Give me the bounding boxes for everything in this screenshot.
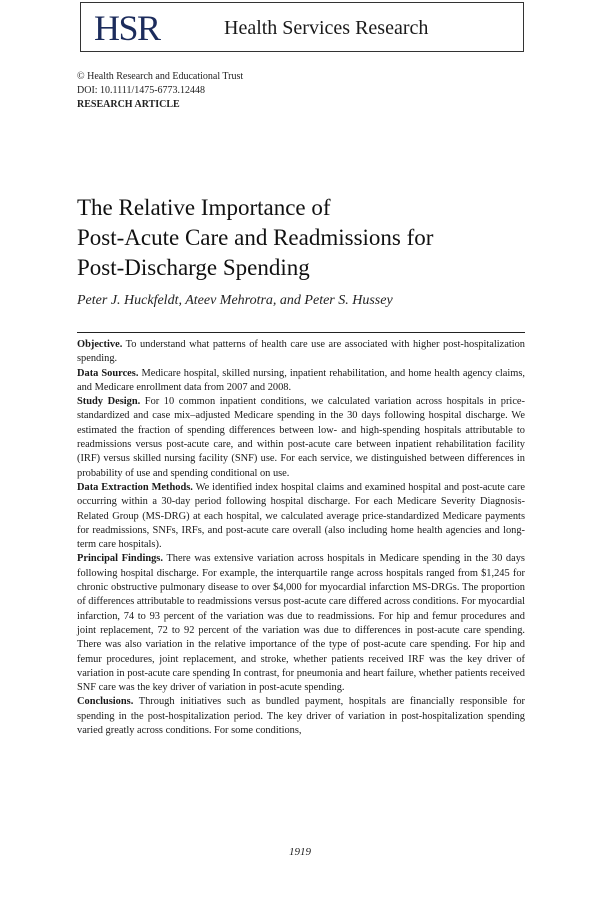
journal-logo: HSR (94, 8, 160, 48)
section-heading: Principal Findings. (77, 553, 163, 565)
abstract-section-study-design (77, 395, 525, 481)
abstract-divider (77, 332, 525, 333)
section-heading: Objective. (77, 339, 123, 350)
journal-header (80, 2, 524, 52)
journal-name: Health Services Research (224, 17, 429, 39)
article-title (77, 193, 547, 283)
section-text: There was extensive variation across hospitals in Medicare spending in the 30 days following hospital discharge. For example, the interquartile range across hospitals ranged from $1,245 for chronic obstructive pulmonary disease to over $4,000 for myocardial infarction MS-DRGs. The proportion of differences attributable to readmissions versus post-acute care differed across conditions. For myocardial infarction, 74 to 93 percent of the variation was due to readmissions. For hip and femur procedures and joint replacement, 72 to 92 percent of the variation was due to differences in post-acute care spending. There was also variation in the relative importance of the type of post-acute care spending. For hip and femur procedures, joint replacement, and stroke, whether patients received IRF was the key driver of variation in post-acute care spending In contrast, for pneumonia and heart failure, whether patients received SNF care was the key driver of variation in post-acute spending. (77, 553, 525, 694)
abstract-section-principal-findings (77, 552, 525, 695)
abstract-section-conclusions (77, 695, 525, 738)
author-list: Peter J. Huckfeldt, Ateev Mehrotra, and Peter S. Hussey (77, 293, 393, 308)
section-heading: Data Extraction Methods. (77, 481, 193, 493)
title-line: The Relative Importance of (77, 195, 331, 220)
section-text: For 10 common inpatient conditions, we calculated variation across hospitals in price-standardized and case mix–adjusted Medicare spending in the 30 days following hospital discharge. We estimated the fraction of spending differences between low- and high-spending hospitals attributable to readmissions versus post-acute care, and within post-acute care between inpatient rehabilitation facility (IRF) versus skilled nursing facility (SNF) use. For each service, we distinguished between differences in probability of use and spending conditional on use. (77, 396, 525, 479)
abstract-section-data-sources (77, 367, 525, 396)
title-line: Post-Acute Care and Readmissions for (77, 225, 434, 250)
section-heading: Study Design. (77, 396, 141, 408)
section-heading: Data Sources. (77, 367, 139, 379)
section-text: We identified index hospital claims and examined hospital and post-acute care occurring within a 30-day period following hospital discharge. For each Medicare Severity Diagnosis-Related Group (MS-DRG) at each hospital, we calculated average price-standardized Medicare payments for readmissions, SNFs, IRFs, and post-acute care overall (also including home health agencies and long-term care hospitals). (77, 481, 525, 551)
article-meta (77, 70, 243, 112)
section-text: To understand what patterns of health care use are associated with higher post-hospitalization spending. (77, 339, 525, 365)
section-text: Medicare hospital, skilled nursing, inpatient rehabilitation, and home health agency claims, and Medicare enrollment data from 2007 and 2008. (77, 367, 525, 393)
abstract-section-objective (77, 338, 525, 367)
section-text: Through initiatives such as bundled payment, hospitals are financially responsible for spending in the post-hospitalization period. The key driver of variation in post-hospitalization spending varied greatly across conditions. For some conditions, (77, 696, 525, 737)
abstract-section-data-extraction (77, 481, 525, 552)
section-heading: Conclusions. (77, 696, 134, 708)
doi-line: DOI: 10.1111/1475-6773.12448 (77, 85, 206, 96)
abstract (77, 338, 525, 738)
copyright-line: © Health Research and Educational Trust (77, 71, 244, 82)
article-type: RESEARCH ARTICLE (77, 99, 180, 110)
page-number: 1919 (289, 846, 311, 858)
title-line: Post-Discharge Spending (77, 255, 310, 280)
